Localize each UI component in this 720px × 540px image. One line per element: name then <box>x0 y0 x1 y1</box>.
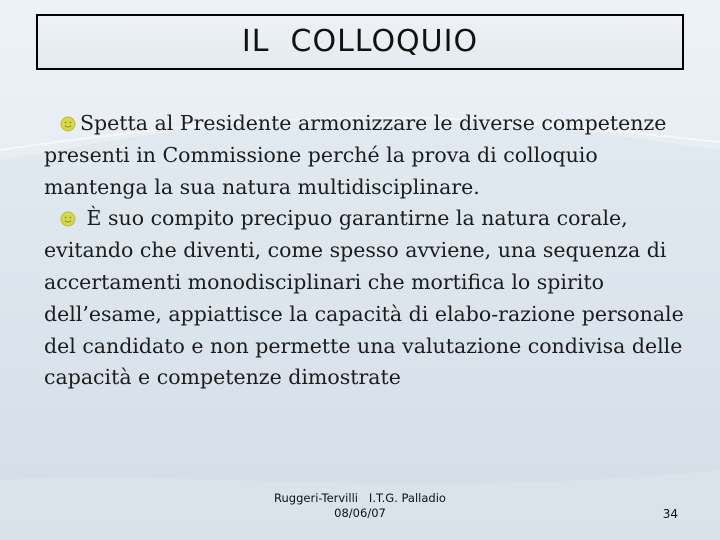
paragraph-2 <box>44 203 694 394</box>
slide-title: IL COLLOQUIO <box>241 24 479 59</box>
smiley-icon <box>60 211 76 227</box>
footer-date: 08/06/07 <box>334 506 386 520</box>
paragraph-1 <box>44 108 694 203</box>
paragraph-2-text: È suo compito precipuo garantirne la natura corale, evitando che diventi, come spesso avviene, una sequenza di accertamenti monodisciplinari che mortifica lo spirito dell’esame, appiattisce la capacità di elabo-razione personale del candidato e non permette una valutazione condivisa delle capacità e competenze dimostrate <box>44 206 684 390</box>
smiley-icon <box>60 116 76 132</box>
title-box <box>36 14 684 70</box>
footer-author: Ruggeri-Tervilli I.T.G. Palladio <box>274 491 446 505</box>
body-text <box>44 108 694 394</box>
footer <box>260 491 460 521</box>
page-number: 34 <box>662 507 678 521</box>
paragraph-1-text: Spetta al Presidente armonizzare le diverse competenze presenti in Commissione perché la prova di colloquio mantenga la sua natura multidisciplinare. <box>44 111 667 199</box>
